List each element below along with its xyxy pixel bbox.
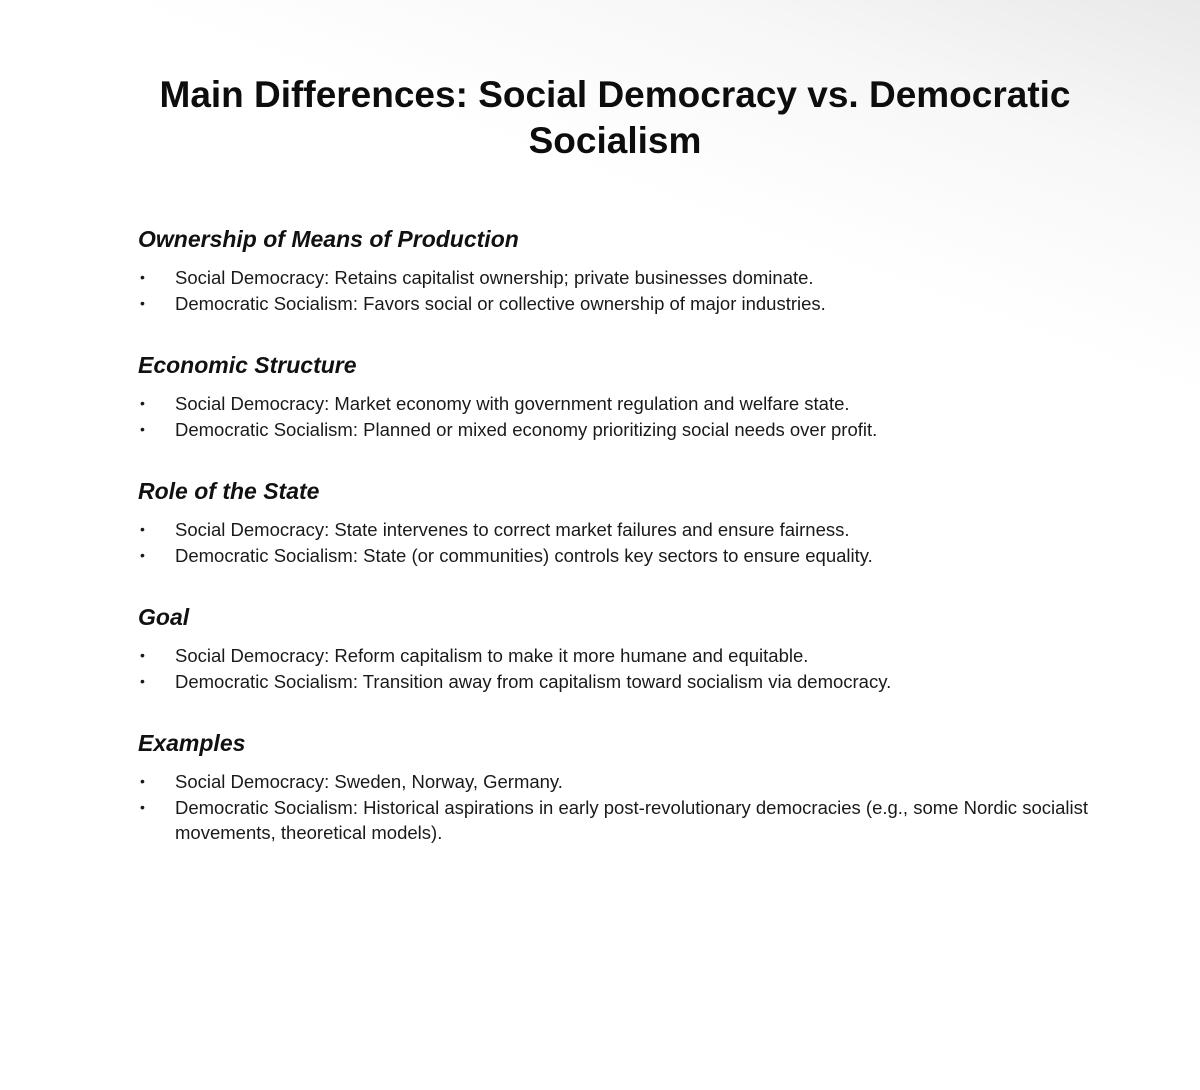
bullet-icon: • [140, 672, 145, 689]
section-examples [138, 728, 1098, 846]
bullet-text: Social Democracy: Sweden, Norway, Germany. [175, 771, 563, 792]
document-title-line-1: Main Differences: Social Democracy vs. Democratic [159, 74, 1071, 115]
bullet-icon: • [140, 294, 145, 311]
bullet-icon: • [140, 269, 145, 285]
bullet-item [138, 291, 1098, 317]
bullet-item [138, 265, 1098, 291]
bullet-item [138, 417, 1098, 443]
bullet-text: Social Democracy: Retains capitalist ownership; private businesses dominate. [175, 267, 814, 288]
bullet-text: Democratic Socialism: State (or communities) controls key sectors to ensure equality. [175, 544, 873, 566]
bullet-item [138, 391, 1098, 417]
bullet-list [138, 643, 1098, 694]
bullet-icon: • [140, 546, 145, 563]
section-heading: Role of the State [138, 478, 320, 504]
bullet-text: Democratic Socialism: Transition away from capitalism toward socialism via democracy. [175, 670, 892, 692]
bullet-icon: • [140, 420, 145, 437]
bullet-item [138, 769, 1098, 795]
section-economic-structure [138, 350, 1098, 442]
bullet-icon: • [140, 521, 145, 537]
bullet-list [138, 769, 1098, 846]
bullet-text: Democratic Socialism: Historical aspirations in early post-revolutionary democracies (e.g., some Nordic socialist movements, theoretical models). [175, 796, 1088, 843]
bullet-item [138, 669, 1098, 695]
bullet-item [138, 643, 1098, 669]
bullet-icon: • [140, 395, 145, 411]
section-heading: Examples [138, 730, 246, 756]
document-title [100, 72, 1130, 164]
bullet-icon: • [140, 647, 145, 663]
bullet-item [138, 543, 1098, 569]
bullet-list [138, 517, 1098, 568]
section-ownership [138, 224, 1098, 316]
bullet-text: Democratic Socialism: Planned or mixed economy prioritizing social needs over profit. [175, 418, 878, 440]
bullet-icon: • [140, 798, 145, 815]
bullet-icon: • [140, 773, 145, 789]
bullet-list [138, 265, 1098, 316]
section-role-of-state [138, 476, 1098, 568]
section-goal [138, 602, 1098, 694]
bullet-text: Social Democracy: Reform capitalism to make it more humane and equitable. [175, 645, 809, 666]
bullet-list [138, 391, 1098, 442]
section-heading: Ownership of Means of Production [138, 226, 519, 252]
sections-container [138, 224, 1098, 880]
bullet-item [138, 517, 1098, 543]
document-title-line-2: Socialism [528, 120, 702, 161]
section-heading: Goal [138, 604, 190, 630]
bullet-text: Democratic Socialism: Favors social or collective ownership of major industries. [175, 292, 826, 314]
section-heading: Economic Structure [138, 352, 357, 378]
bullet-item [138, 795, 1098, 846]
bullet-text: Social Democracy: Market economy with government regulation and welfare state. [175, 393, 850, 414]
bullet-text: Social Democracy: State intervenes to correct market failures and ensure fairness. [175, 519, 850, 540]
